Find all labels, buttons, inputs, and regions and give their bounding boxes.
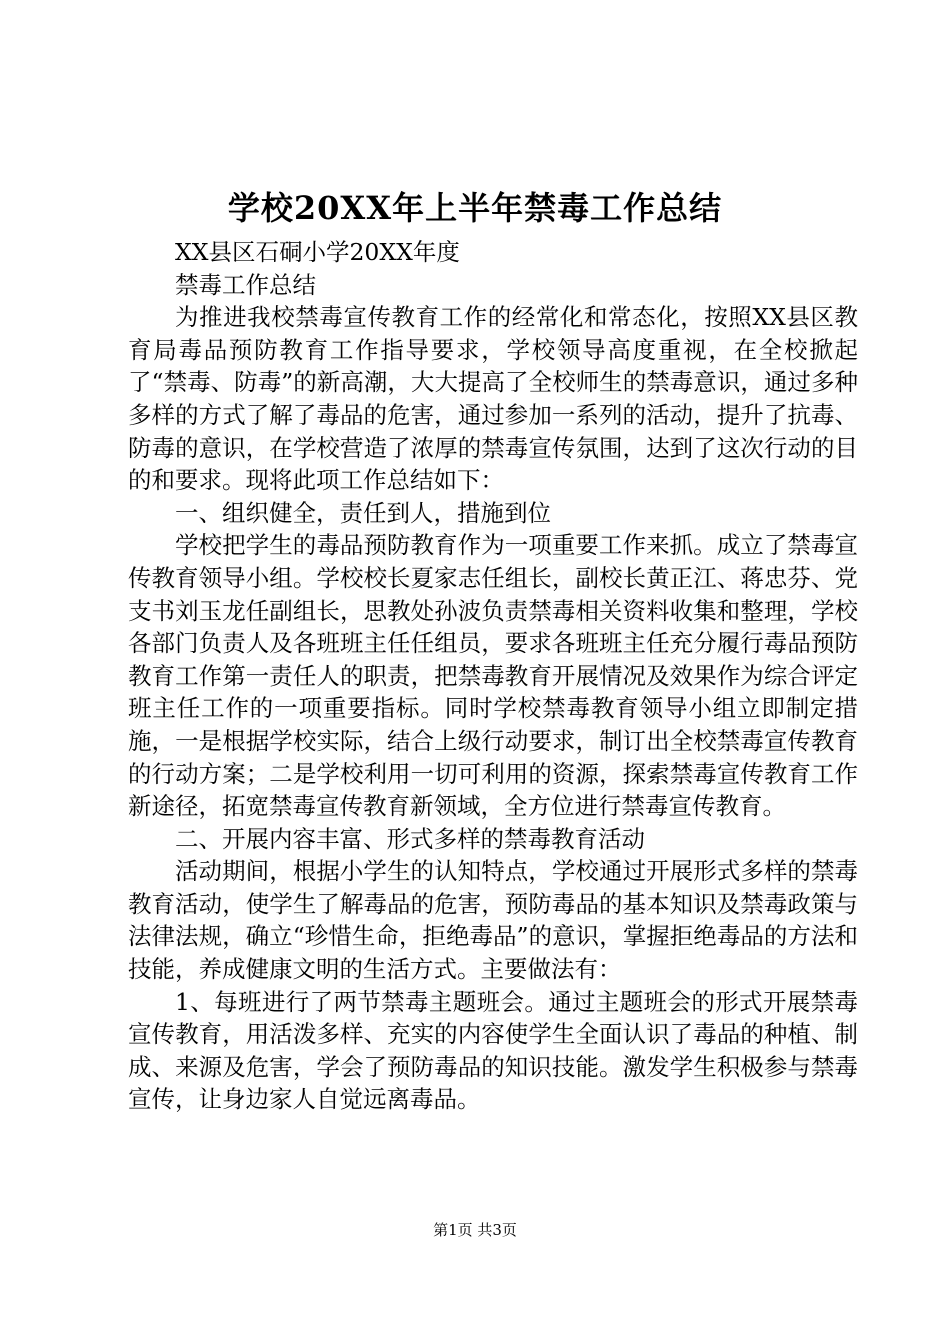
section-heading-2: 二、开展内容丰富、形式多样的禁毒教育活动 (175, 824, 645, 853)
paragraph-organization: 学校把学生的毒品预防教育作为一项重要工作来抓。成立了禁毒宣传教育领导小组。学校校长夏家志任组长，副校长黄正江、蒋忠芬、党支书刘玉龙任副组长，思教处孙波负责禁毒相关资料收集和整理，学校各部门负责人及各班班主任任组员，要求各班班主任充分履行毒品预防教育工作第一责任人的职责，把禁毒教育开展情况及效果作为综合评定班主任工作的一项重要指标。同时学校禁毒教育领导小组立即制定措施，一是根据学校实际，结合上级行动要求，制订出全校禁毒宣传教育的行动方案；二是学校利用一切可利用的资源，探索禁毒宣传教育工作新途径，拓宽禁毒宣传教育新领域，全方位进行禁毒宣传教育。 (128, 531, 858, 821)
paragraph-class-meetings: 1、每班进行了两节禁毒主题班会。通过主题班会的形式开展禁毒宣传教育，用活泼多样、充实的内容使学生全面认识了毒品的种植、制成、来源及危害，学会了预防毒品的知识技能。激发学生积极参与禁毒宣传，让身边家人自觉远离毒品。 (128, 987, 858, 1114)
section-heading-1: 一、组织健全，责任到人，措施到位 (175, 498, 551, 527)
subtitle-school-year: XX县区石硐小学20XX年度 (175, 238, 460, 266)
subtitle-summary: 禁毒工作总结 (175, 270, 316, 299)
paragraph-activities: 活动期间，根据小学生的认知特点，学校通过开展形式多样的禁毒教育活动，使学生了解毒品的危害，预防毒品的基本知识及禁毒政策与法律法规，确立“珍惜生命，拒绝毒品”的意识，掌握拒绝毒品的方法和技能，养成健康文明的生活方式。主要做法有： (128, 857, 858, 984)
paragraph-intro: 为推进我校禁毒宣传教育工作的经常化和常态化，按照XX县区教育局毒品预防教育工作指导要求，学校领导高度重视，在全校掀起了“禁毒、防毒”的新高潮，大大提高了全校师生的禁毒意识，通过多种多样的方式了解了毒品的危害，通过参加一系列的活动，提升了抗毒、防毒的意识，在学校营造了浓厚的禁毒宣传氛围，达到了这次行动的目的和要求。现将此项工作总结如下： (128, 303, 858, 495)
document-body (128, 236, 858, 1116)
page-number-footer: 第1页 共3页 (433, 1221, 517, 1239)
document-title: 学校20XX年上半年禁毒工作总结 (227, 189, 723, 227)
